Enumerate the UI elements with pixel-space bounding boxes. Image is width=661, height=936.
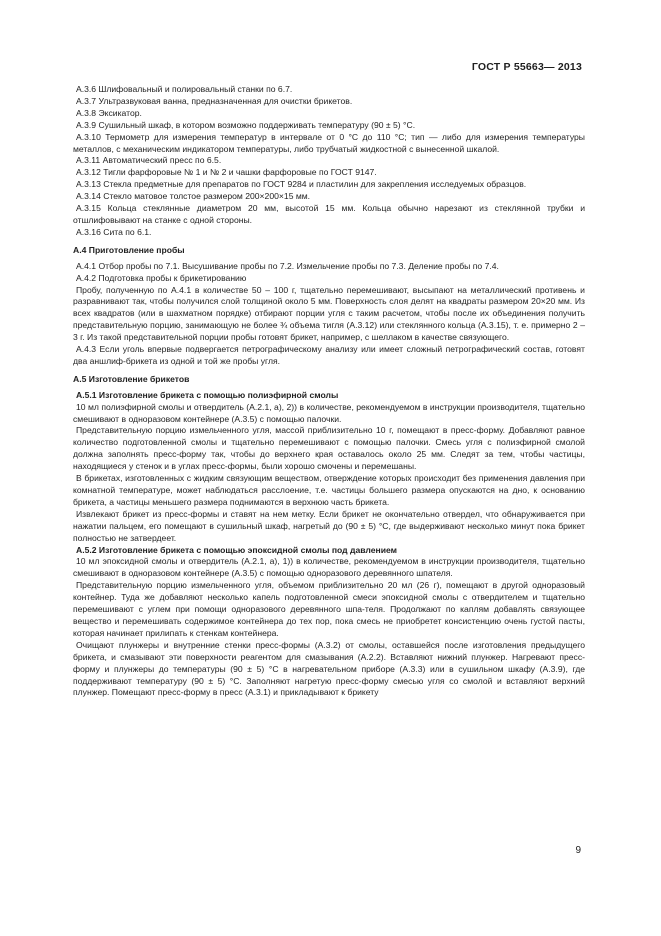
paragraph-a5-1-3: В брикетах, изготовленных с жидким связующим веществом, отверждение которых происходит без применения давления при комнатной температуре, может наблюдаться расслоение, т.е. частицы большего размера опускаются на дно, к основанию брикета, а частицы меньшего размера поднимаются в верхнюю часть брикета.: [73, 473, 585, 507]
document-header: ГОСТ Р 55663— 2013: [471, 61, 582, 73]
paragraph-a3-14: A.3.14 Стекло матовое толстое размером 200×200×15 мм.: [76, 191, 311, 202]
paragraph-a4-1: A.4.1 Отбор пробы по 7.1. Высушивание пробы по 7.2. Измельчение пробы по 7.3. Деление пробы по 7.4.: [76, 260, 499, 271]
paragraph-a3-8: A.3.8 Эксикатор.: [76, 107, 142, 118]
paragraph-a4-2-text: Пробу, полученную по А.4.1 в количестве 50 – 100 г, тщательно перемешивают, высыпают на металлический противень и разравнивают так, чтобы получился слой толщиной около 5 мм. Поверхность слоя делят на квадраты размером 20×20 мм. Из всех квадратов (или в шахматном порядке) отбирают порции угля с таким расчетом, чтобы после их объединения получить представительную порцию, занимающую не более ¾ объема тигля (А.3.12) или стеклянного кольца (А.3.15), т. е. примерно 2 – 3 г. Из такой представительной порции пробы готовят брикет, например, с шеллаком в качестве связующего.: [73, 284, 585, 343]
paragraph-a3-12: A.3.12 Тигли фарфоровые № 1 и № 2 и чашки фарфоровые по ГОСТ 9147.: [76, 167, 377, 178]
paragraph-a3-9: A.3.9 Сушильный шкаф, в котором возможно поддерживать температуру (90 ± 5) °C.: [76, 119, 416, 130]
paragraph-a3-11: A.3.11 Автоматический пресс по 6.5.: [76, 155, 222, 166]
paragraph-a3-15: A.3.15 Кольца стеклянные диаметром 20 мм, высотой 15 мм. Кольца обычно нарезают из стеклянной трубки и отшлифовывают на станке с одной стороны.: [73, 203, 585, 225]
paragraph-a5-1-4: Извлекают брикет из пресс-формы и ставят на нем метку. Если брикет не окончательно отвердел, что обнаруживается при нажатии пальцем, его помещают в сушильный шкаф, нагретый до (90 ± 5) °C, где выдерживают несколько минут пока брикет полностью не затвердеет.: [73, 508, 585, 543]
paragraph-a5-1-1: 10 мл полиэфирной смолы и отвердитель (А.2.1, а), 2)) в количестве, рекомендуемом в инструкции производителя, тщательно смешивают в одноразовом контейнере (А.3.5) с помощью палочки.: [73, 401, 585, 424]
paragraph-a5-2-3: Очищают плунжеры и внутренние стенки пресс-формы (А.3.2) от смолы, оставшейся после изготовления предыдущего брикета, и смазывают эти поверхности реагентом для смазывания (А.2.2). Вставляют нижний плунжер. Нагревают пресс-форму и плунжеры до температуры (90 ± 5) °C в нагревательном приборе (А.3.3) или в сушильном шкафу (А.3.9), где поддерживают температуру (90 ± 5) °C. Заполняют нагретую пресс-форму смесью угля со смолой и вставляют верхний плунжер. Помещают пресс-форму в пресс (А.3.1) и прикладывают к брикету: [73, 639, 585, 698]
paragraph-a3-16: A.3.16 Сита по 6.1.: [76, 226, 152, 237]
document-body: [73, 84, 585, 699]
section-heading-a5: A.5 Изготовление брикетов: [73, 373, 190, 384]
paragraph-a5-1-2: Представительную порцию измельченного угля, массой приблизительно 10 г, помещают в пресс-форму. Добавляют равное количество подготовленной смолы и тщательно перемешивают с помощью палочки. Смесь угля с полиэфирной смолой должна заполнять пресс-форму так, чтобы до верхнего края оставалось около 25 мм. Следят за тем, чтобы частицы, находящиеся у стенок и в углах пресс-формы, были хорошо смочены и перемешаны.: [73, 425, 585, 472]
page-number: 9: [575, 845, 581, 856]
paragraph-a4-3: A.4.3 Если уголь впервые подвергается петрографическому анализу или имеет сложный петрографический состав, готовят два аншлиф-брикета из одной и той же пробы угля.: [73, 344, 585, 366]
paragraph-a3-6: A.3.6 Шлифовальный и полировальный станки по 6.7.: [76, 84, 293, 94]
paragraph-a3-10: A.3.10 Термометр для измерения температур в интервале от 0 °C до 110 °C; тип — либо для измерения температуры металлов, с механическим индикатором температуры, либо трубчатый жидкостной с вынесенной шкалой.: [73, 131, 585, 154]
paragraph-a5-2-2: Представительную порцию измельченного угля, объемом приблизительно 20 мл (26 г), помещают в другой одноразовый контейнер. Туда же добавляют несколько капель подготовленной смеси эпоксидной смолы с отвердителем и тщательно перемешивают с углем при помощи одноразового деревянного шпа-теля. Продолжают по каплям добавлять связующее вещество и перемешивать содержимое контейнера до тех пор, пока смесь не приобретет консистенцию очень густой пасты, которая начинает прилипать к стенкам контейнера.: [73, 580, 585, 638]
paragraph-a3-7: A.3.7 Ультразвуковая ванна, предназначенная для очистки брикетов.: [76, 95, 353, 106]
section-heading-a4: A.4 Приготовление пробы: [73, 244, 185, 255]
subsection-heading-a5-1: A.5.1 Изготовление брикета с помощью полиэфирной смолы: [76, 389, 339, 400]
paragraph-a4-2: A.4.2 Подготовка пробы к брикетированию: [76, 272, 247, 283]
subsection-heading-a5-2: A.5.2 Изготовление брикета с помощью эпоксидной смолы под давлением: [76, 544, 398, 555]
paragraph-a3-13: A.3.13 Стекла предметные для препаратов по ГОСТ 9284 и пластилин для закрепления исследуемых образцов.: [76, 179, 527, 190]
paragraph-a5-2-1: 10 мл эпоксидной смолы и отвердитель (А.2.1, а), 1)) в количестве, рекомендуемом в инструкции производителя, тщательно смешивают в одноразовом контейнере (А.3.5) с помощью одноразового деревянного шпателя.: [73, 556, 585, 579]
